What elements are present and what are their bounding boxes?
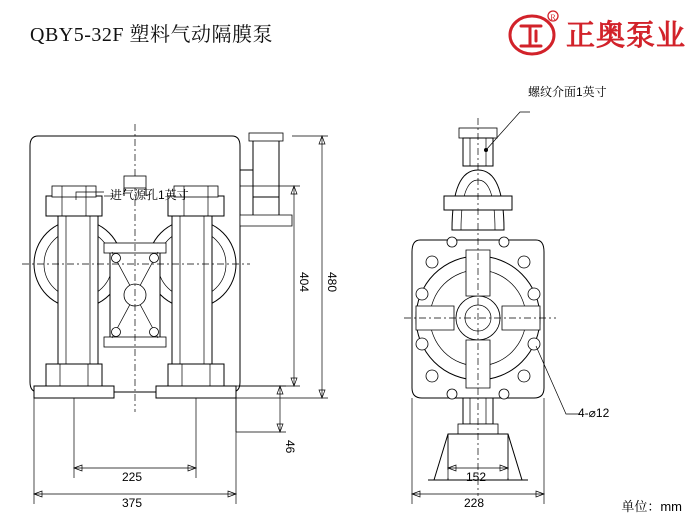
callout-air-inlet: 进气源孔1英寸 (110, 188, 189, 202)
side-elevation-view (404, 112, 580, 504)
dim-404: 404 (297, 272, 311, 293)
page-title: QBY5-32F 塑料气动隔膜泵 (30, 24, 274, 46)
svg-text:R: R (550, 13, 556, 22)
unit-note: 单位：mm (621, 499, 682, 514)
dim-375: 375 (122, 496, 143, 510)
dim-480: 480 (325, 272, 339, 293)
dim-46: 46 (283, 440, 297, 454)
dim-152: 152 (466, 470, 487, 484)
dim-228: 228 (464, 496, 485, 510)
dim-225: 225 (122, 470, 143, 484)
callout-bolt-holes: 4-⌀12 (578, 406, 610, 420)
brand-name: 正奥泵业 (565, 19, 686, 52)
callout-thread-interface: 螺纹介面1英寸 (528, 85, 607, 99)
